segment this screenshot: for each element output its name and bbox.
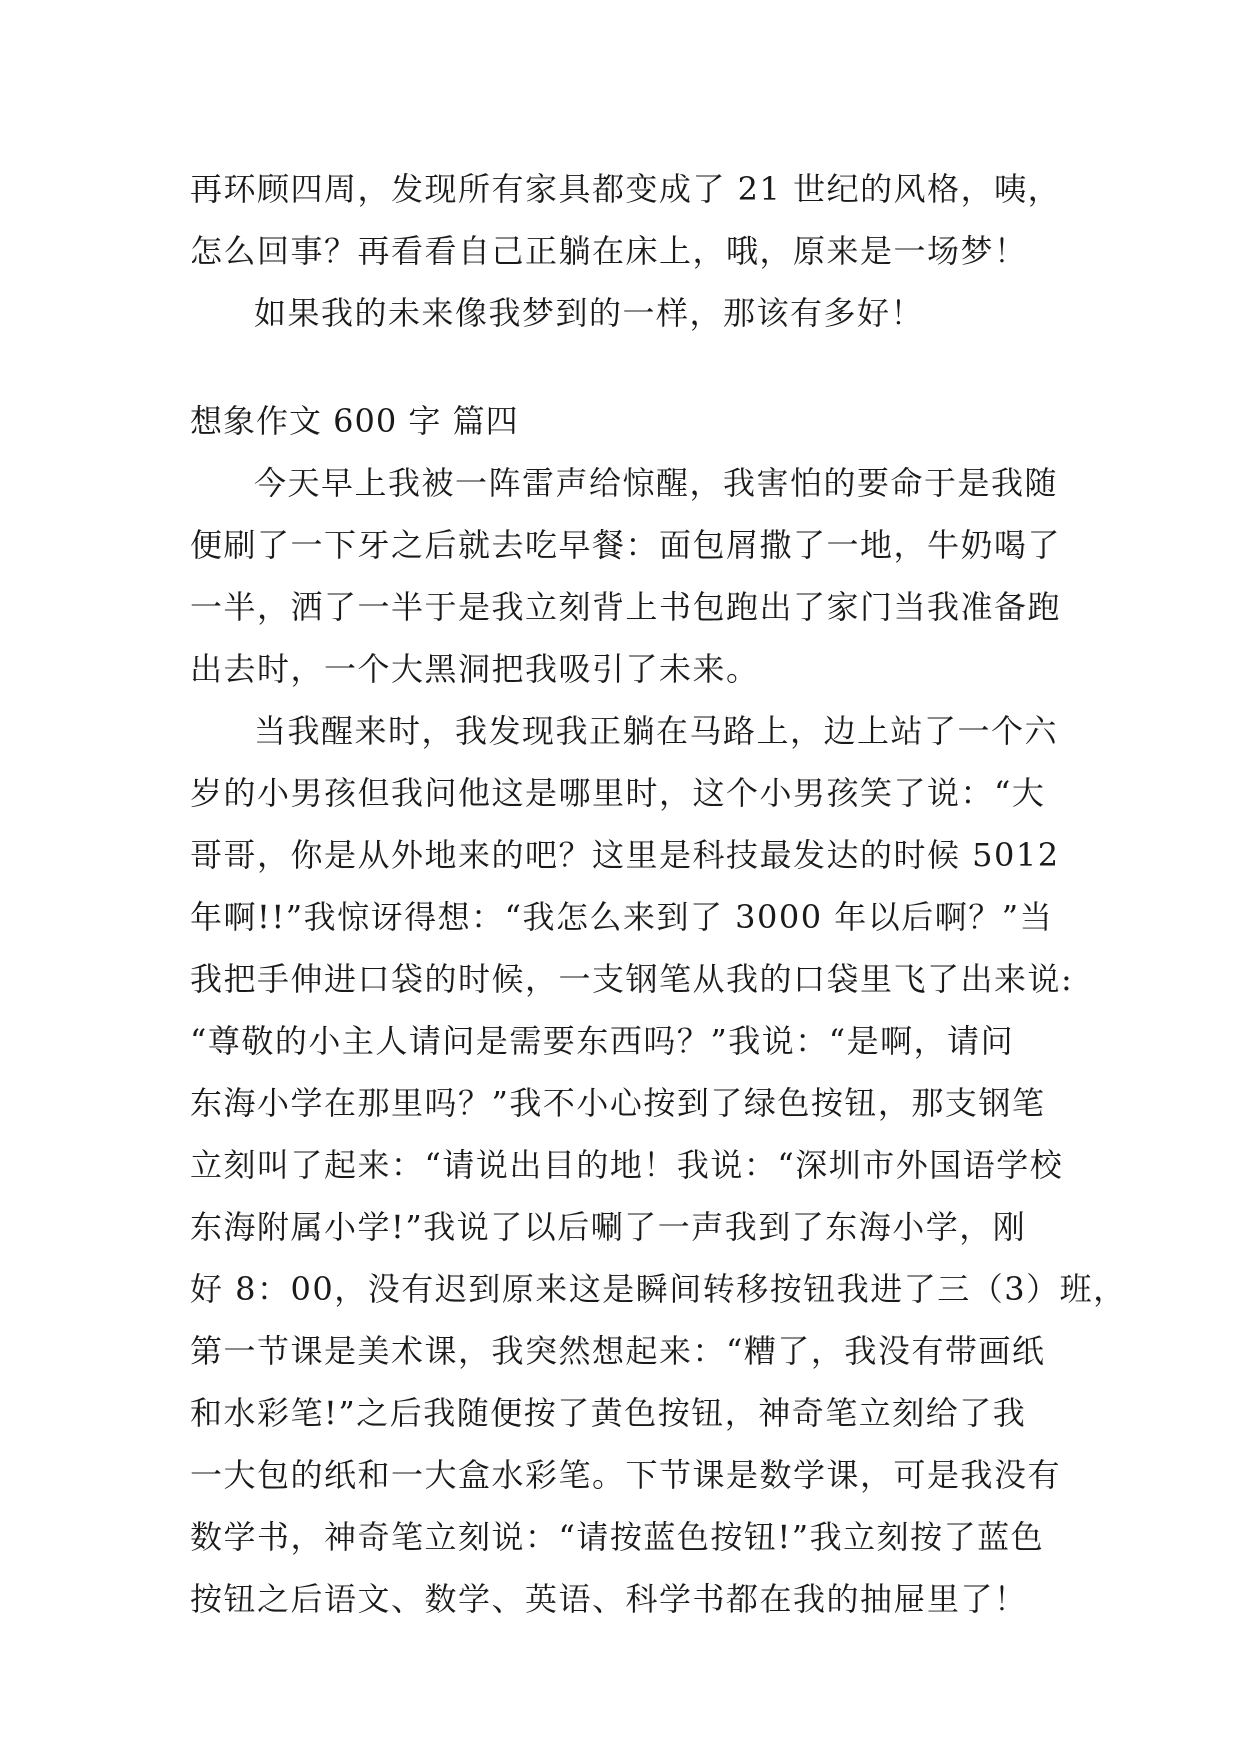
paragraph-line: 好 8：00，没有迟到原来这是瞬间转移按钮我进了三（3）班， (190, 1270, 1127, 1308)
paragraph-line: “尊敬的小主人请问是需要东西吗？”我说：“是啊，请问 (190, 1022, 1015, 1060)
paragraph-line: 数学书，神奇笔立刻说：“请按蓝色按钮!”我立刻按了蓝色 (190, 1518, 1045, 1556)
paragraph-line: 岁的小男孩但我问他这是哪里时，这个小男孩笑了说：“大 (190, 774, 1046, 812)
paragraph-line: 当我醒来时，我发现我正躺在马路上，边上站了一个六 (254, 712, 1059, 750)
paragraph-line: 哥哥，你是从外地来的吧？这里是科技最发达的时候 5012 (190, 836, 1060, 874)
paragraph-line: 按钮之后语文、数学、英语、科学书都在我的抽屉里了！ (190, 1580, 1028, 1618)
paragraph-line: 和水彩笔!”之后我随便按了黄色按钮，神奇笔立刻给了我 (190, 1394, 1027, 1432)
paragraph-line: 东海附属小学!”我说了以后唰了一声我到了东海小学，刚 (190, 1208, 1027, 1246)
paragraph-line: 怎么回事？再看看自己正躺在床上，哦，原来是一场梦！ (190, 232, 1028, 270)
paragraph-line: 立刻叫了起来：“请说出目的地！我说：“深圳市外国语学校 (190, 1146, 1064, 1184)
paragraph-line: 再环顾四周，发现所有家具都变成了 21 世纪的风格，咦， (190, 170, 1062, 208)
section-heading: 想象作文 600 字 篇四 (190, 402, 519, 440)
paragraph-line: 东海小学在那里吗？”我不小心按到了绿色按钮，那支钢笔 (190, 1084, 1046, 1122)
text-block-main (190, 390, 1127, 1630)
paragraph-line: 如果我的未来像我梦到的一样，那该有多好！ (254, 294, 925, 332)
paragraph-line: 今天早上我被一阵雷声给惊醒，我害怕的要命于是我随 (254, 464, 1059, 502)
paragraph-line: 一大包的纸和一大盒水彩笔。下节课是数学课，可是我没有 (190, 1456, 1062, 1494)
paragraph-line: 便刷了一下牙之后就去吃早餐：面包屑撒了一地，牛奶喝了 (190, 526, 1062, 564)
paragraph-line: 我把手伸进口袋的时候，一支钢笔从我的口袋里飞了出来说: (190, 960, 1074, 998)
paragraph-line: 出去时，一个大黑洞把我吸引了未来。 (190, 650, 760, 688)
text-block-top (190, 158, 1060, 344)
paragraph-line: 年啊!!”我惊讶得想：“我怎么来到了 3000 年以后啊？”当 (190, 898, 1054, 936)
paragraph-line: 第一节课是美术课，我突然想起来：“糟了，我没有带画纸 (190, 1332, 1046, 1370)
paragraph-line: 一半，洒了一半于是我立刻背上书包跑出了家门当我准备跑 (190, 588, 1062, 626)
